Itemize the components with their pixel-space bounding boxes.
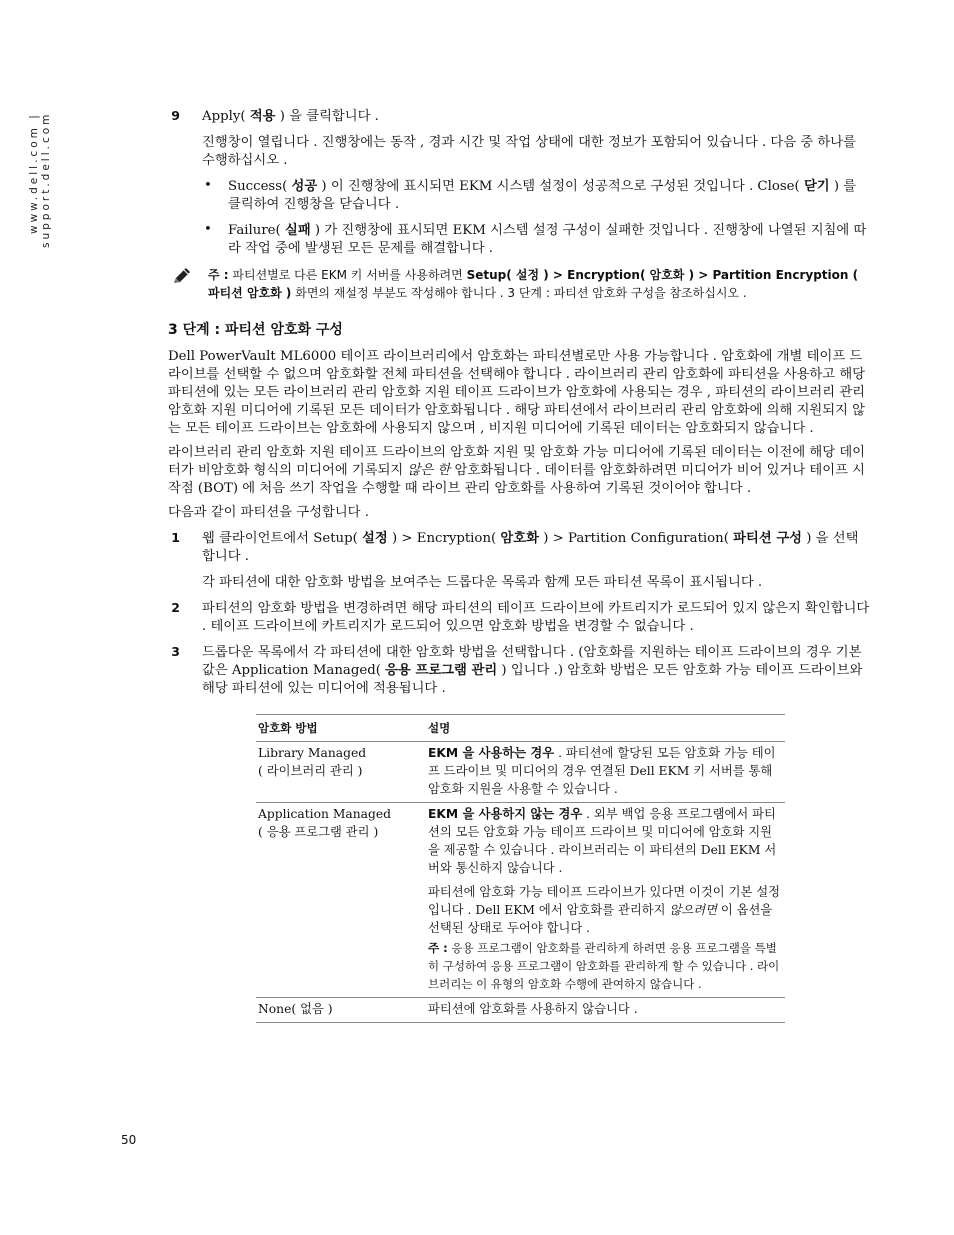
step-1: 1 웹 클라이언트에서 Setup( 설정 ) > Encryption( 암호화 ) > Partition Configuration( 파티션 구성 ) 을 선택합니다 . 각 파티션에 대한 암호화 방법을 보여주는 드롭다운 목록과 함께 모든 파티션 목록이 표시됩니다 . xyxy=(168,530,870,592)
note-pencil-icon xyxy=(172,267,192,285)
bullet-success: • Success( 성공 ) 이 진행창에 표시되면 EKM 시스템 설정이 성공적으로 구성된 것입니다 . Close( 닫기 ) 를 클릭하여 진행창을 닫습니다 . xyxy=(204,178,857,212)
page-number: 50 xyxy=(121,1133,137,1147)
table-row: Application Managed ( 응용 프로그램 관리 ) EKM 을 사용하지 않는 경우 . 외부 백업 응용 프로그램에서 파티션의 모든 암호화 가능 테이프 드라이브 및 미디어에 암호화 지원을 제공할 수 있습니다 . 라이브러리는 이 파티션의 Dell EKM 서버와 통신하지 않습니다 . 파티션에 암호화 가능 테이프 드라이브가 있다면 이것이 기본 설정입니다 . Dell EKM 에서 암호화를 관리하지 않으려면 이 옵션을 선택된 상태로 두어야 합니다 . 주 : 응용 프로그램이 암호화를 관리하게 하려면 응용 프로그램을 특별히 구성하여 응용 프로그램이 암호화를 관리하게 할 수 있습니다 . 라이브러리는 이 유형의 암호화 수행에 관여하지 않습니다 . xyxy=(256,803,785,998)
sidebar-url: www.dell.com | support.dell.com xyxy=(28,112,52,249)
paragraph-intro: Dell PowerVault ML6000 테이프 라이브러리에서 암호화는 파티션별로만 사용 가능합니다 . 암호화에 개별 테이프 드라이브를 선택할 수 없으며 암호화할 전체 파티션을 선택해야 합니다 . 라이브러리 관리 암호화에 파티션을 사용하고 해당 파티션에 있는 모든 라이브러리 관리 암호화 지원 테이프 드라이브가 암호화에 사용되는 경우 , 파티션의 라이브러리 관리 암호화 지원 미디어에 기록된 모든 데이터가 암호화됩니다 . 해당 파티션에서 라이브러리 관리 암호화에 의해 지원되지 않는 모든 테이프 드라이브는 암호화에 사용되지 않으며 , 비지원 미디어에 기록된 데이터는 암호화되지 않습니다 . xyxy=(168,349,866,436)
note-label: 주 : xyxy=(208,268,229,282)
step-2: 2 파티션의 암호화 방법을 변경하려면 해당 파티션의 테이프 드라이브에 카트리지가 로드되어 있지 않은지 확인합니다 . 테이프 드라이브에 카트리지가 로드되어 있으면 암호화 방법을 변경할 수 없습니다 . xyxy=(168,600,870,636)
step-number: 9 xyxy=(171,108,180,123)
step-9 xyxy=(168,108,870,170)
step-number: 2 xyxy=(171,600,180,615)
table-header: 설명 xyxy=(426,715,785,742)
bullet-failure: • Failure( 실패 ) 가 진행창에 표시되면 EKM 시스템 설정 구성이 실패한 것입니다 . 진행창에 나열된 지침에 따라 작업 중에 발생된 모든 문제를 해결합니다 . xyxy=(204,222,867,256)
page-content xyxy=(168,108,870,1023)
paragraph-data: 라이브러리 관리 암호화 지원 테이프 드라이브의 암호화 지원 및 암호화 가능 미디어에 기록된 데이터는 이전에 해당 데이터가 비암호화 형식의 미디어에 기록되지 않은 한 암호화됩니다 . 데이터를 암호화하려면 미디어가 비어 있거나 테이프 시작점 (BOT) 에 처음 쓰기 작업을 수행할 때 라이브 관리 암호화를 사용하여 기록된 것이어야 합니다 . xyxy=(168,445,866,496)
bullet-dot: • xyxy=(204,222,212,237)
table-header: 암호화 방법 xyxy=(256,715,426,742)
note-partition-ekm: 주 : 파티션별로 다른 EKM 키 서버를 사용하려면 Setup( 설정 ) > Encryption( 암호화 ) > Partition Encryption ( 파티션 암호화 ) 화면의 재설정 부분도 작성해야 합니다 . 3 단계 : 파티션 암호화 구성을 참조하십시오 . xyxy=(168,266,870,302)
encryption-method-table xyxy=(256,714,785,1023)
paragraph-configure: 다음과 같이 파티션을 구성합니다 . xyxy=(168,505,369,520)
table-row: None( 없음 ) 파티션에 암호화를 사용하지 않습니다 . xyxy=(256,998,785,1023)
step-1-result: 각 파티션에 대한 암호화 방법을 보여주는 드롭다운 목록과 함께 모든 파티션 목록이 표시됩니다 . xyxy=(202,575,763,590)
section-heading: 3 단계 : 파티션 암호화 구성 xyxy=(168,322,343,338)
step-9-title: Apply( 적용 ) 을 클릭합니다 . xyxy=(202,109,379,124)
table-row: Library Managed ( 라이브러리 관리 ) EKM 을 사용하는 경우 . 파티션에 할당된 모든 암호화 가능 테이프 드라이브 및 미디어의 경우 연결된 Dell EKM 키 서버를 통해 암호화 지원을 사용할 수 있습니다 . xyxy=(256,742,785,803)
bullet-dot: • xyxy=(204,178,212,193)
step-9-desc: 진행창이 열립니다 . 진행창에는 동작 , 경과 시간 및 작업 상태에 대한 정보가 포함되어 있습니다 . 다음 중 하나를 수행하십시오 . xyxy=(202,135,856,168)
step-number: 3 xyxy=(171,644,180,659)
step-number: 1 xyxy=(171,530,180,545)
step-3: 3 드롭다운 목록에서 각 파티션에 대한 암호화 방법을 선택합니다 . (암호화를 지원하는 테이프 드라이브의 경우 기본값은 Application Managed( 응용 프로그램 관리 ) 입니다 .) 암호화 방법은 모든 암호화 가능 테이프 드라이브와 해당 파티션에 있는 미디어에 적용됩니다 . xyxy=(168,644,870,698)
